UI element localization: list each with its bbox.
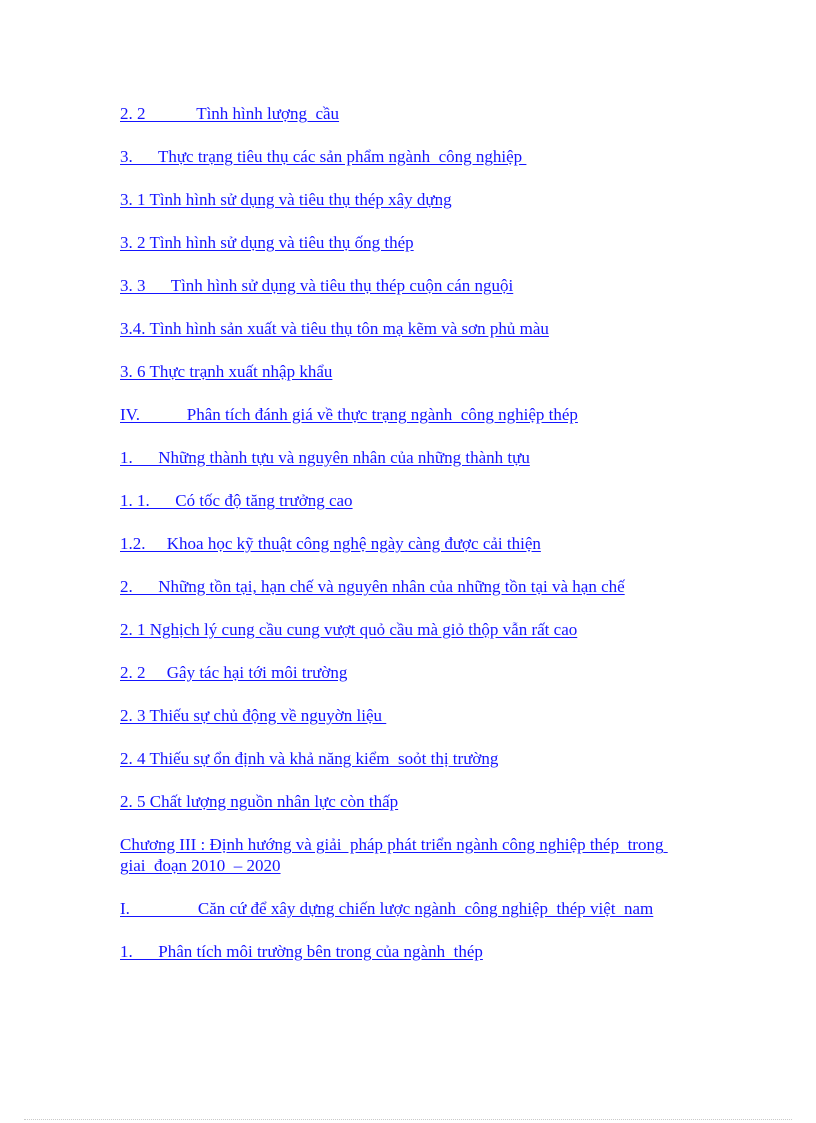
page-bottom-divider [24, 1119, 792, 1120]
toc-entry-2-2-environment[interactable]: 2. 2 Gây tác hại tới môi trường [120, 663, 348, 682]
toc-entry-iv-analysis[interactable]: IV. Phân tích đánh giá về thực trạng ngành công nghiệp thép [120, 405, 578, 424]
toc-entry-2-1-supply-demand[interactable]: 2. 1 Nghịch lý cung cầu cung vượt quỏ cầu mà giỏ thộp vẫn rất cao [120, 620, 578, 639]
toc-entry-3-2-steel-pipe[interactable]: 3. 2 Tình hình sử dụng và tiêu thụ ống thép [120, 233, 414, 252]
toc-entry-3-3-cold-rolled-coil[interactable]: 3. 3 Tình hình sử dụng và tiêu thụ thép cuộn cán nguội [120, 276, 514, 295]
toc-entry-1-1-growth[interactable]: 1. 1. Có tốc độ tăng trưởng cao [120, 491, 353, 510]
toc-entry-i-strategy-basis[interactable]: I. Căn cứ để xây dựng chiến lược ngành công nghiệp thép việt nam [120, 899, 654, 918]
toc-entry-2-limitations[interactable]: 2. Những tồn tại, hạn chế và nguyên nhân của những tồn tại và hạn chế [120, 577, 625, 596]
toc-entry-chapter-iii[interactable]: Chương III : Định hướng và giải pháp phát triển ngành công nghiệp thép trong giai đoạn 2010 – 2020 [120, 835, 668, 875]
toc-entry-3-6-import-export[interactable]: 3. 6 Thực trạnh xuất nhập khẩu [120, 362, 333, 381]
toc-entry-2-5-human-resources[interactable]: 2. 5 Chất lượng nguồn nhân lực còn thấp [120, 792, 399, 811]
toc-entry-2-2-demand[interactable]: 2. 2 Tình hình lượng cầu [120, 104, 340, 123]
toc-entry-2-3-raw-materials[interactable]: 2. 3 Thiếu sự chủ động về nguyờn liệu [120, 706, 387, 725]
toc-entry-1-internal-environment[interactable]: 1. Phân tích môi trường bên trong của ngành thép [120, 942, 483, 961]
toc-entry-2-4-market-control[interactable]: 2. 4 Thiếu sự ổn định và khả năng kiểm soỏt thị trường [120, 749, 499, 768]
toc-entry-1-achievements[interactable]: 1. Những thành tựu và nguyên nhân của những thành tựu [120, 448, 530, 467]
toc-entry-3-consumption[interactable]: 3. Thực trạng tiêu thụ các sản phẩm ngành công nghiệp [120, 147, 527, 166]
toc-entry-3-1-construction-steel[interactable]: 3. 1 Tình hình sử dụng và tiêu thụ thép xây dựng [120, 190, 452, 209]
table-of-contents [120, 103, 700, 962]
toc-entry-3-4-galvanized-sheet[interactable]: 3.4. Tình hình sản xuất và tiêu thụ tôn mạ kẽm và sơn phủ màu [120, 319, 549, 338]
toc-entry-1-2-technology[interactable]: 1.2. Khoa học kỹ thuật công nghệ ngày càng được cải thiện [120, 534, 541, 553]
